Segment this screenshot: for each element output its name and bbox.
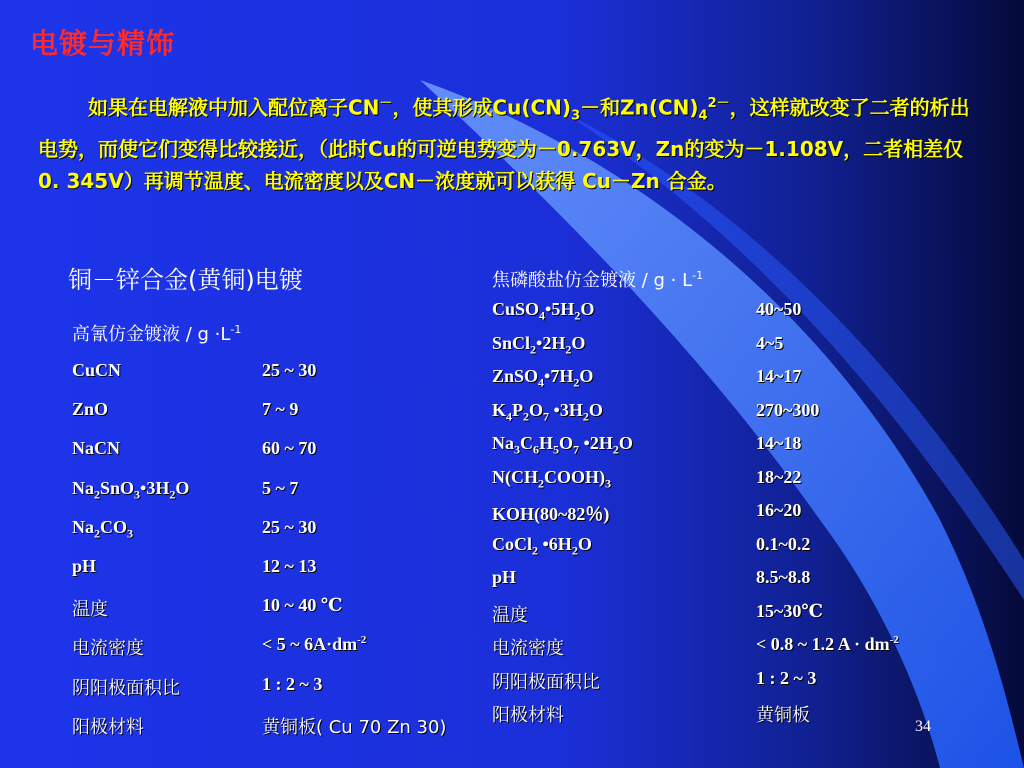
formula-subscript: 3 bbox=[605, 476, 611, 491]
formula-part: •2H bbox=[579, 433, 613, 453]
brass-plating-heading: 铜－锌合金(黄铜)电镀 bbox=[68, 266, 303, 294]
left-bath-heading-text: 高氰仿金镀液 / g ·L bbox=[72, 324, 231, 345]
component-name: 电流密度 bbox=[72, 638, 144, 660]
component-value bbox=[262, 674, 322, 695]
value-text: 14~18 bbox=[756, 433, 802, 453]
component-value bbox=[756, 333, 783, 354]
right-bath-heading bbox=[492, 266, 703, 292]
component-value bbox=[756, 433, 801, 454]
value-text: 5 ~ 7 bbox=[262, 477, 299, 498]
formula-subscript: 2 bbox=[565, 342, 572, 357]
formula-part: CO bbox=[100, 516, 127, 537]
value-superscript: -2 bbox=[889, 634, 899, 646]
component-name bbox=[72, 516, 133, 541]
formula-part: O bbox=[529, 399, 544, 420]
formula-part: K bbox=[492, 399, 507, 420]
formula-part: O bbox=[175, 477, 190, 498]
value-text: 0.1~0.2 bbox=[756, 533, 811, 554]
component-value bbox=[756, 701, 810, 727]
formula-part: C bbox=[520, 433, 533, 453]
component-name: 阴阳极面积比 bbox=[72, 677, 180, 699]
value-text: < 0.8 ~ 1.2 A · dm bbox=[756, 634, 890, 654]
component-value bbox=[262, 517, 316, 538]
formula-part: O bbox=[588, 399, 603, 420]
component-name bbox=[492, 299, 595, 323]
value-text: 14~17 bbox=[756, 366, 802, 386]
formula-subscript: 2 bbox=[94, 526, 100, 541]
composition-row bbox=[492, 466, 802, 492]
value-text: 60 ~ 70 bbox=[262, 438, 317, 459]
component-name: 电流密度 bbox=[492, 638, 564, 659]
composition-row bbox=[492, 299, 802, 324]
formula-subscript: 4 bbox=[506, 409, 513, 424]
component-name: pH bbox=[492, 567, 517, 587]
component-name: 阳极材料 bbox=[492, 705, 564, 726]
formula-part: ZnSO bbox=[492, 366, 539, 386]
value-text: 40~50 bbox=[756, 299, 802, 319]
component-value bbox=[756, 534, 810, 555]
component-value bbox=[262, 556, 316, 577]
value-text: 12 ~ 13 bbox=[262, 556, 317, 576]
value-text: 10 ~ 40 ℃ bbox=[262, 595, 343, 616]
component-value bbox=[262, 634, 366, 655]
composition-row bbox=[492, 600, 823, 627]
value-text: 15~30℃ bbox=[756, 600, 823, 621]
formula-part: Na bbox=[72, 477, 94, 498]
formula-subscript: 2 bbox=[169, 487, 176, 502]
formula-part: •2H bbox=[536, 332, 566, 353]
component-value bbox=[262, 360, 316, 381]
component-name: ZnO bbox=[72, 399, 109, 420]
intro-part-1: 如果在电解液中加入配位离子CN bbox=[88, 95, 380, 120]
composition-row bbox=[492, 500, 802, 526]
intro-paragraph bbox=[38, 88, 982, 197]
composition-row bbox=[72, 713, 447, 739]
formula-part: •3H bbox=[140, 477, 170, 498]
intro-part-2-sub: 3 bbox=[571, 108, 581, 124]
composition-row bbox=[72, 477, 299, 503]
formula-subscript: 3 bbox=[134, 487, 141, 502]
composition-row bbox=[72, 399, 299, 420]
component-name: CuCN bbox=[72, 360, 122, 380]
formula-part: SnO bbox=[100, 477, 135, 498]
value-text: 1 : 2 ~ 3 bbox=[262, 673, 323, 694]
component-value bbox=[262, 438, 316, 459]
component-name bbox=[492, 433, 633, 457]
composition-row bbox=[492, 701, 810, 727]
component-value bbox=[756, 467, 801, 488]
component-value bbox=[262, 595, 342, 616]
formula-subscript: 5 bbox=[553, 442, 560, 457]
formula-part: H bbox=[539, 433, 554, 453]
component-value bbox=[756, 567, 810, 588]
component-name: 温度 bbox=[72, 599, 108, 621]
left-bath-heading-sup: -1 bbox=[230, 323, 242, 336]
value-text: 1 : 2 ~ 3 bbox=[756, 667, 817, 688]
value-text: 8.5~8.8 bbox=[756, 567, 811, 587]
component-name bbox=[72, 477, 190, 502]
value-text: 16~20 bbox=[756, 500, 802, 520]
composition-row bbox=[72, 360, 317, 381]
component-value bbox=[262, 478, 298, 499]
intro-part-4: ，这样就改变了二者的析出电势，而使它们变得比较接近，（此时Cu的可逆电势变为－0.763V，Zn的变为－1.108V，二者相差仅0. 345V）再调节温度、电流密度以及CN－浓度就可以获得 Cu－Zn 合金。 bbox=[38, 95, 970, 193]
composition-row bbox=[492, 399, 820, 425]
composition-row bbox=[492, 433, 802, 458]
value-text: 黄铜板 bbox=[756, 705, 810, 726]
component-name bbox=[492, 399, 603, 424]
formula-part: O bbox=[580, 299, 595, 319]
component-value bbox=[756, 500, 801, 521]
formula-part: Na bbox=[492, 433, 514, 453]
component-value bbox=[756, 668, 816, 689]
component-name: KOH(80~82％) bbox=[492, 504, 610, 524]
composition-row bbox=[492, 366, 802, 391]
composition-row bbox=[492, 667, 817, 694]
value-text: 4~5 bbox=[756, 332, 784, 353]
composition-row bbox=[72, 673, 323, 700]
formula-subscript: 2 bbox=[612, 442, 619, 457]
component-value bbox=[756, 299, 801, 320]
component-name: 阳极材料 bbox=[72, 716, 144, 738]
composition-row bbox=[72, 438, 317, 459]
composition-row bbox=[72, 556, 317, 577]
formula-subscript: 2 bbox=[538, 476, 544, 491]
formula-part: O bbox=[618, 433, 633, 453]
intro-part-1-sup: － bbox=[379, 96, 393, 111]
formula-subscript: 2 bbox=[574, 308, 581, 323]
component-value bbox=[756, 634, 899, 655]
formula-subscript: 7 bbox=[543, 409, 550, 424]
component-value bbox=[262, 713, 446, 739]
formula-part: O bbox=[577, 533, 592, 554]
component-name bbox=[492, 366, 594, 390]
component-value bbox=[262, 399, 298, 420]
component-name: pH bbox=[72, 556, 97, 576]
component-value bbox=[756, 400, 819, 421]
formula-part: CoCl bbox=[492, 533, 532, 554]
formula-subscript: 3 bbox=[514, 442, 520, 457]
formula-subscript: 2 bbox=[582, 409, 589, 424]
component-name bbox=[492, 332, 586, 357]
formula-subscript: 2 bbox=[573, 375, 580, 390]
formula-subscript: 2 bbox=[571, 543, 578, 558]
formula-part: CuSO bbox=[492, 299, 540, 319]
composition-row bbox=[492, 332, 784, 358]
formula-part: O bbox=[579, 366, 594, 386]
formula-part: P bbox=[512, 399, 524, 420]
value-text: 270~300 bbox=[756, 399, 820, 420]
formula-part: SnCl bbox=[492, 332, 531, 353]
formula-part: •3H bbox=[549, 399, 583, 420]
formula-part: O bbox=[559, 433, 574, 453]
formula-subscript: 2 bbox=[523, 409, 530, 424]
component-name: NaCN bbox=[72, 438, 120, 459]
formula-subscript: 6 bbox=[533, 442, 539, 457]
intro-part-2: ，使其形成Cu(CN) bbox=[392, 95, 572, 120]
formula-part: Na bbox=[72, 516, 94, 537]
composition-row bbox=[492, 567, 811, 588]
value-text: 25 ~ 30 bbox=[262, 516, 317, 537]
component-name bbox=[492, 533, 592, 558]
formula-part: N(CH bbox=[492, 466, 538, 487]
component-name: 阴阳极面积比 bbox=[492, 671, 600, 693]
value-text: 7 ~ 9 bbox=[262, 399, 299, 420]
formula-subscript: 7 bbox=[573, 442, 580, 457]
composition-row bbox=[72, 595, 343, 621]
formula-subscript: 2 bbox=[532, 543, 538, 558]
intro-part-3-sub: 4 bbox=[698, 108, 708, 124]
component-value bbox=[756, 601, 823, 622]
component-name bbox=[492, 466, 611, 491]
formula-subscript: 3 bbox=[127, 526, 133, 541]
component-value bbox=[756, 366, 801, 387]
formula-subscript: 2 bbox=[94, 487, 100, 502]
formula-part: •7H bbox=[544, 366, 574, 386]
intro-part-3-sup: 2－ bbox=[707, 96, 730, 111]
value-superscript: -2 bbox=[357, 634, 367, 647]
formula-subscript: 4 bbox=[538, 375, 545, 390]
formula-subscript: 2 bbox=[530, 342, 537, 357]
component-name: 温度 bbox=[492, 604, 528, 626]
left-bath-heading bbox=[72, 320, 241, 346]
intro-part-3: －和Zn(CN) bbox=[580, 95, 699, 120]
page-number: 34 bbox=[915, 718, 931, 735]
value-text: 黄铜板( Cu 70 Zn 30) bbox=[262, 716, 447, 738]
value-text: < 5 ~ 6A·dm bbox=[262, 634, 358, 655]
formula-part: O bbox=[571, 332, 586, 353]
right-bath-heading-text: 焦磷酸盐仿金镀液 / g · L bbox=[492, 270, 693, 291]
formula-subscript: 4 bbox=[539, 308, 546, 323]
right-bath-heading-sup: -1 bbox=[692, 269, 704, 282]
formula-part: •5H bbox=[545, 299, 575, 319]
formula-part: •6H bbox=[538, 533, 572, 554]
value-text: 18~22 bbox=[756, 466, 802, 487]
formula-part: COOH) bbox=[544, 466, 605, 487]
composition-row bbox=[72, 516, 317, 542]
slide-title: 电镀与精饰 bbox=[30, 27, 176, 60]
composition-row bbox=[492, 533, 811, 559]
value-text: 25 ~ 30 bbox=[262, 360, 317, 380]
